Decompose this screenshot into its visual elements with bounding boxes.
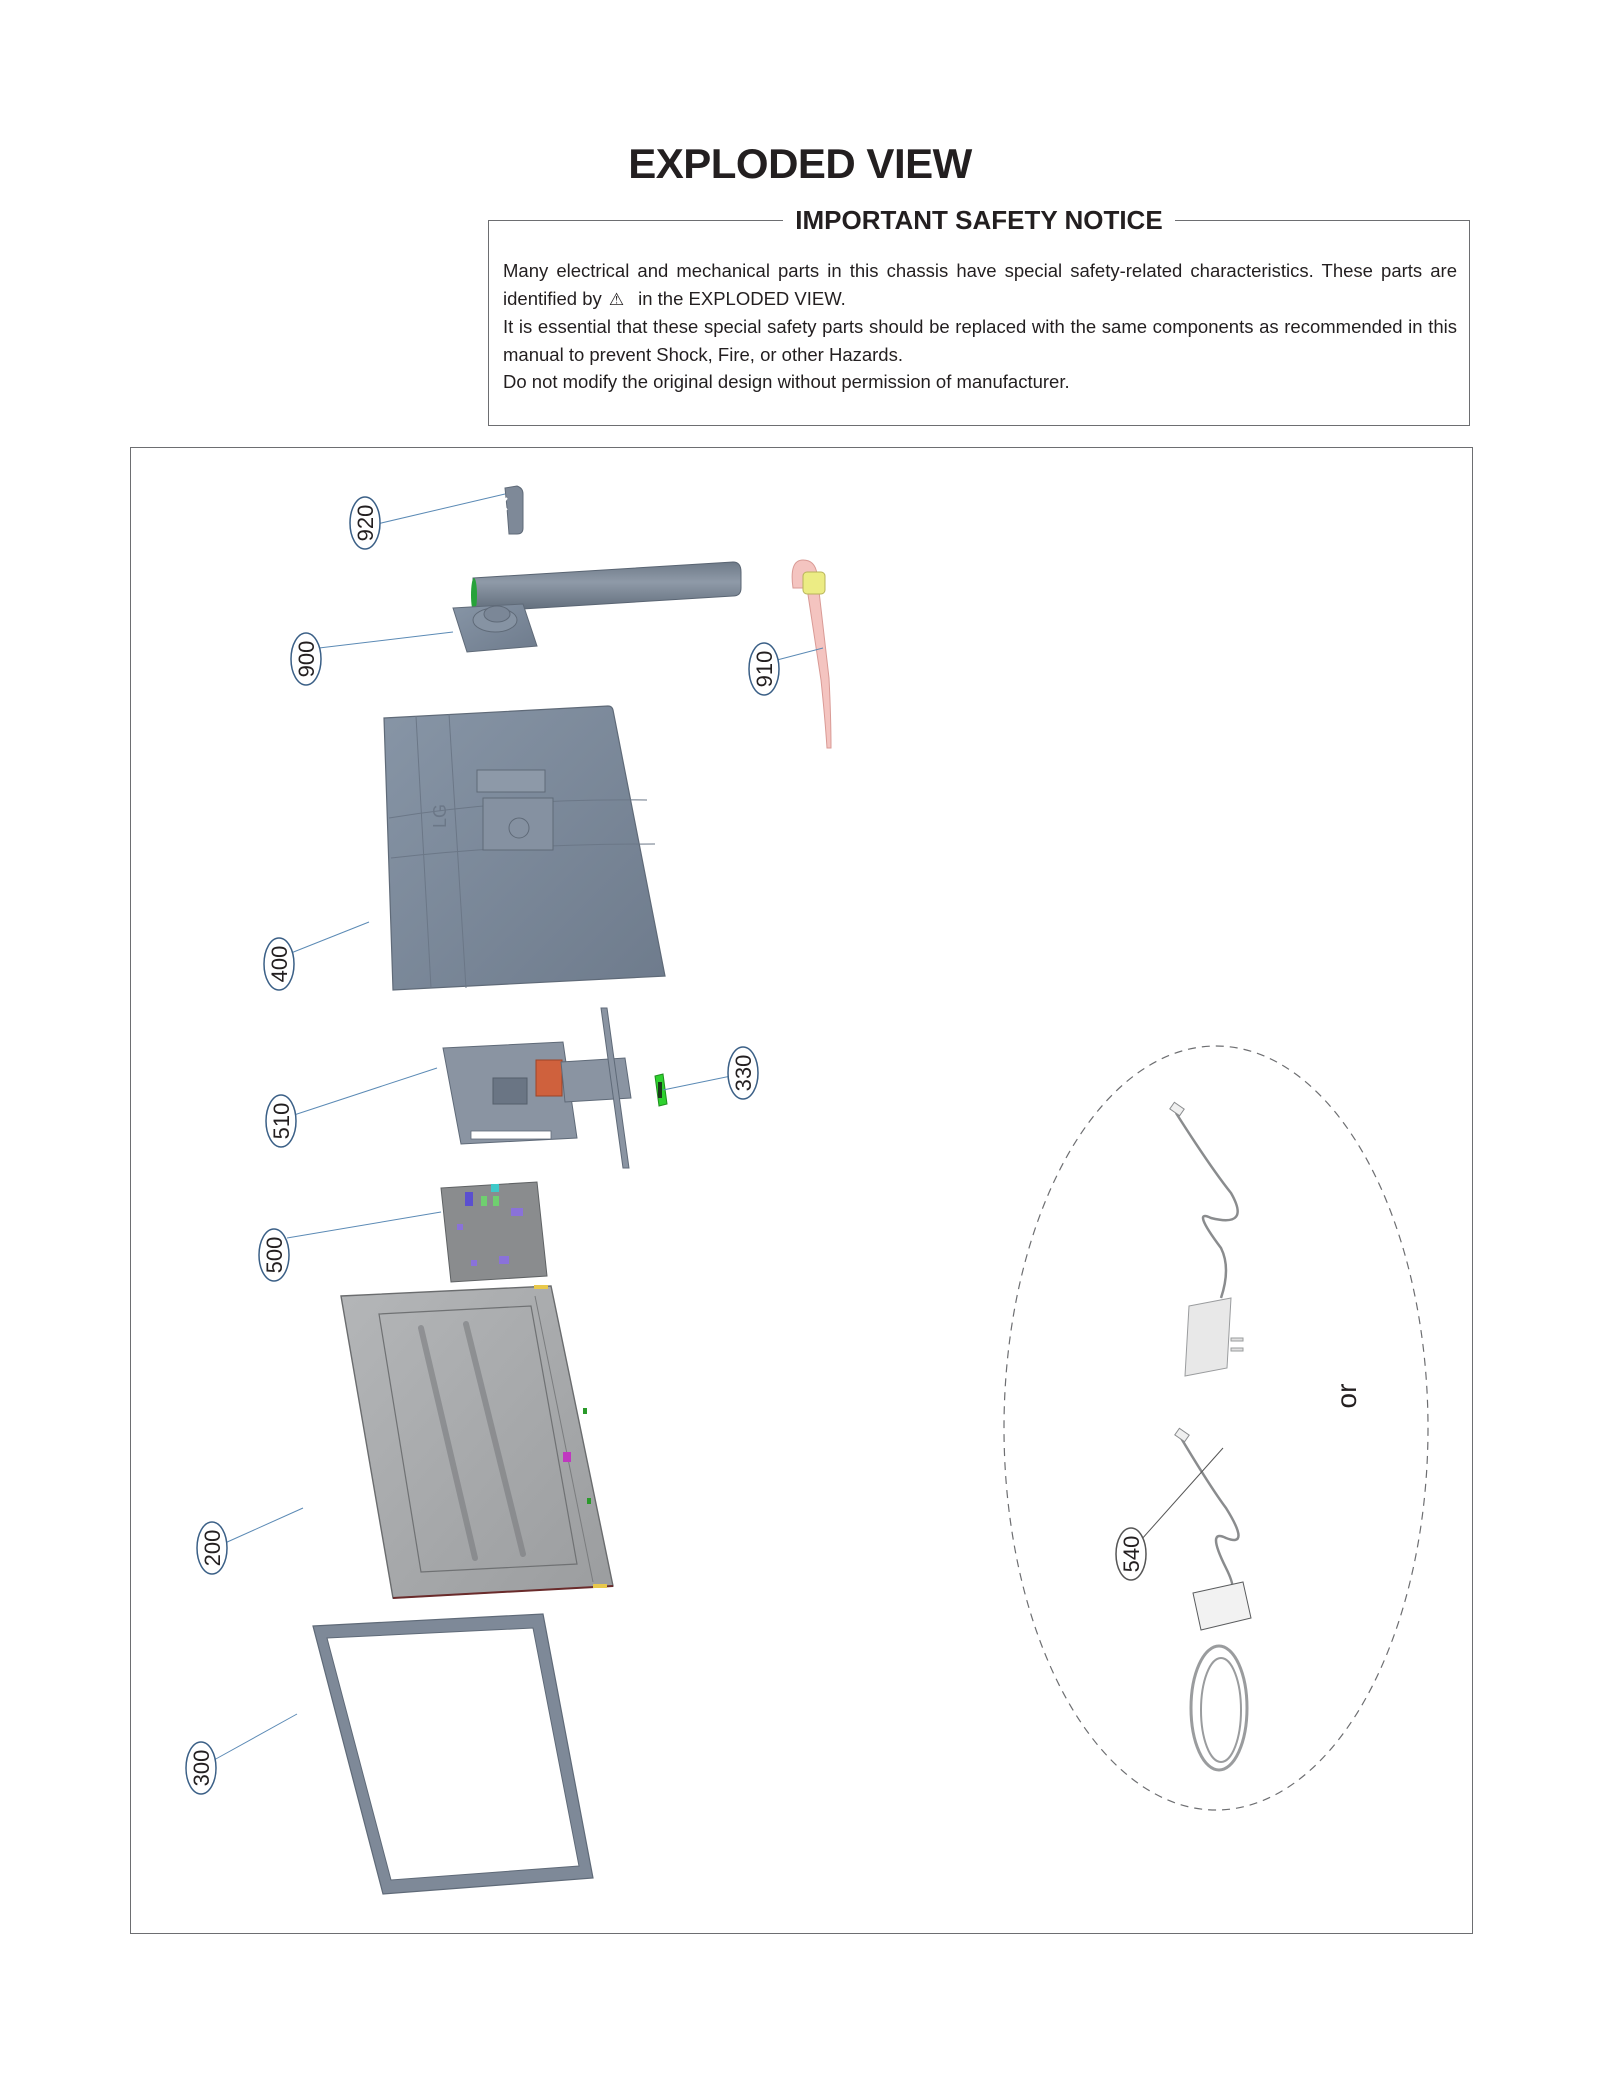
svg-text:200: 200: [200, 1529, 225, 1567]
part-920-hinge-cover: [504, 486, 523, 534]
notice-paragraph-1: Many electrical and mechanical parts in this chassis have special safety-related characteristics. These parts are identified by ⚠ in the EXPLODED VIEW.: [503, 257, 1457, 313]
part-500-main-board: [441, 1182, 547, 1282]
svg-text:LG: LG: [430, 803, 450, 828]
svg-text:400: 400: [267, 945, 292, 983]
svg-text:900: 900: [294, 640, 319, 678]
part-200-lcd-module: [341, 1285, 613, 1598]
part-300-front-frame: [313, 1614, 593, 1894]
safety-notice-box: [488, 205, 1470, 426]
page-title: EXPLODED VIEW: [628, 140, 972, 187]
exploded-parts-drawing: [131, 448, 1474, 1935]
callout-920: [350, 497, 380, 549]
svg-text:330: 330: [731, 1054, 756, 1092]
callout-910: [749, 643, 779, 695]
svg-text:910: 910: [752, 650, 777, 688]
callout-300: [186, 1742, 216, 1794]
svg-text:300: 300: [189, 1749, 214, 1787]
callout-330: [728, 1047, 758, 1099]
callout-510: [266, 1095, 296, 1147]
callout-540: [1116, 1528, 1146, 1580]
exploded-view-diagram: [130, 447, 1473, 1934]
part-910-cable: [792, 560, 831, 748]
safety-notice-heading: IMPORTANT SAFETY NOTICE: [489, 205, 1469, 236]
part-510-main-frame: [443, 1008, 631, 1168]
svg-text:510: 510: [269, 1102, 294, 1140]
callout-500: [259, 1229, 289, 1281]
part-900-stand-assembly: [453, 562, 741, 652]
part-400-back-cover: [384, 706, 665, 990]
safety-notice-body: [503, 257, 1457, 396]
svg-text:540: 540: [1119, 1535, 1144, 1573]
warning-triangle-icon: ⚠: [608, 289, 625, 309]
svg-text:500: 500: [262, 1236, 287, 1274]
alternative-or-label: or: [1331, 1383, 1362, 1409]
callout-200: [197, 1522, 227, 1574]
notice-paragraph-3: Do not modify the original design without permission of manufacturer.: [503, 371, 1070, 392]
part-540-adapter-group: [1004, 1046, 1428, 1810]
leader-lines: [214, 494, 1223, 1760]
svg-text:920: 920: [353, 504, 378, 542]
callout-400: [264, 938, 294, 990]
callout-900: [291, 633, 321, 685]
notice-paragraph-2: It is essential that these special safety parts should be replaced with the same components as recommended in this manual to prevent Shock, Fire, or other Hazards.: [503, 316, 1457, 365]
